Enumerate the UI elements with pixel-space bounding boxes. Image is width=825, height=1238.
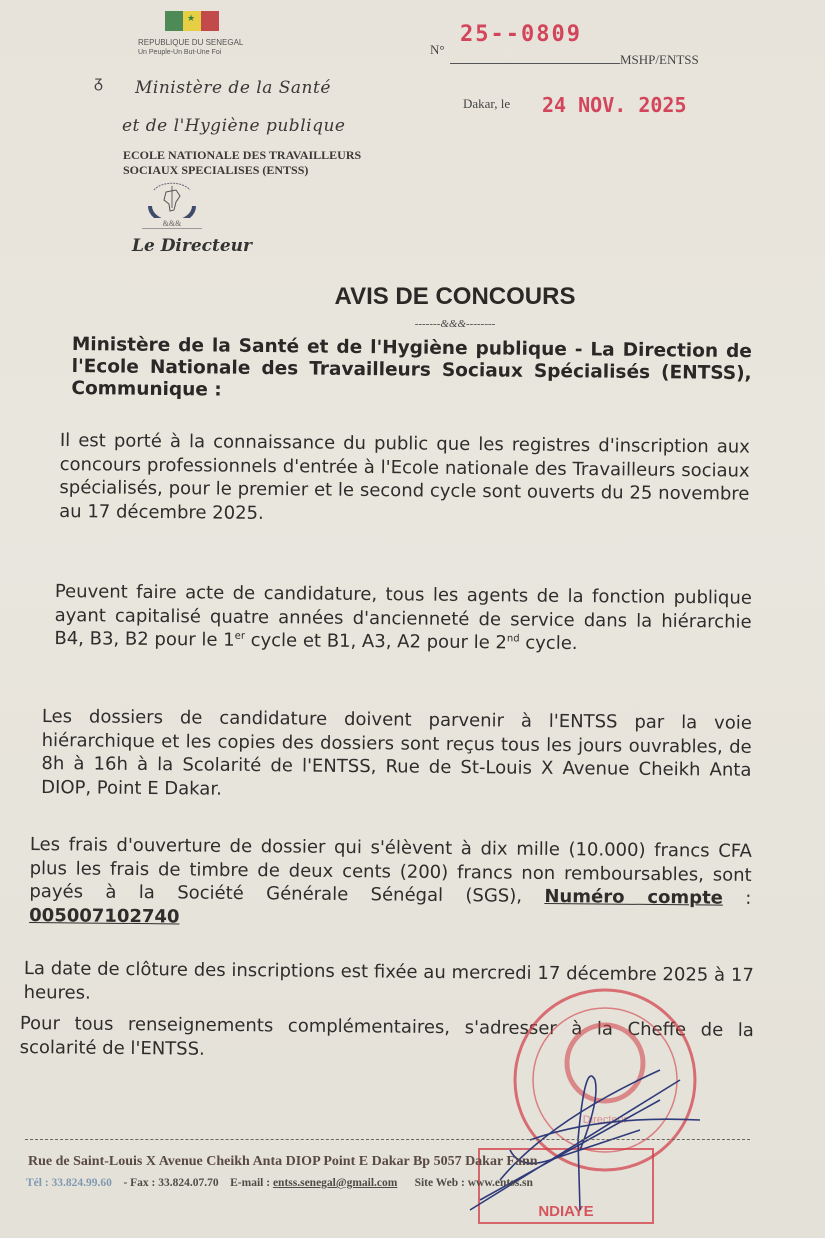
entss-logo-icon <box>142 180 202 218</box>
account-label: Numéro compte <box>544 885 724 909</box>
school-name-line-1: ECOLE NATIONALE DES TRAVAILLEURS <box>123 148 362 162</box>
country-name: REPUBLIQUE DU SENEGAL <box>138 38 244 47</box>
paragraph-text: Il est porté à la connaissance du public que les registres d'inscription aux concours professionnels d'entrée à l'Ecole nationale des Travailleurs sociaux spécialisés, pour le premier et le second cycle sont ouverts du 25 novembre au 17 décembre 2025. <box>59 429 750 524</box>
svg-text:Directeur: Directeur <box>582 1114 628 1126</box>
national-motto: Un Peuple-Un But-Une Foi <box>138 49 222 56</box>
date-stamp: 24 NOV. 2025 <box>542 93 687 117</box>
page-title: AVIS DE CONCOURS <box>334 283 576 310</box>
footer-contacts <box>26 1177 533 1189</box>
footer-tel: Tél : 33.824.99.60 <box>26 1177 112 1189</box>
paragraph-text: Pour tous renseignements complémentaires, s'adresser à la Cheffe de la scolarité de l'ENTSS. <box>19 1012 754 1060</box>
reference-label: N° <box>430 42 445 57</box>
school-name-line-2: SOCIAUX SPECIALISES (ENTSS) <box>123 163 309 177</box>
reference-suffix: MSHP/ENTSS <box>620 52 699 67</box>
footer-divider <box>25 1139 750 1140</box>
senegal-flag-icon <box>165 11 219 31</box>
footer-address: Rue de Saint-Louis X Avenue Cheikh Anta DIOP Point E Dakar Bp 5057 Dakar Fann <box>28 1154 538 1169</box>
intro-statement: Ministère de la Santé et de l'Hygiène publique - La Direction de l'Ecole Nationale des Travailleurs Sociaux Spécialisés (ENTSS), Communique : <box>71 334 752 401</box>
footer-fax: - Fax : 33.824.07.70 <box>123 1177 219 1189</box>
paragraph-text: Les dossiers de candidature doivent parvenir à l'ENTSS par la voie hiérarchique et les copies des dossiers sont reçus tous les jours ouvrables, de 8h à 16h à la Scolarité de l'ENTSS, Rue de St-Louis X Avenue Cheikh Anta DIOP, Point E Dakar. <box>41 705 752 800</box>
reference-underline <box>450 63 620 64</box>
paragraph-fees <box>29 833 752 934</box>
footer-email-link[interactable]: entss.senegal@gmail.com <box>272 1177 398 1189</box>
signatory-title: Le Directeur <box>132 236 252 256</box>
paragraph-text: La date de clôture des inscriptions est fixée au mercredi 17 décembre 2025 à 17 heures. <box>23 957 754 1004</box>
paragraph-text: Les frais d'ouverture de dossier qui s'élèvent à dix mille (10.000) francs CFA plus les frais de timbre de deux cents (200) francs non remboursables, sont payés à la Société Générale Sénégal (SGS), Numéro compte : 005007102740 <box>29 833 752 927</box>
footer-web-label: Site Web : <box>414 1177 465 1189</box>
signature-icon <box>460 1020 720 1220</box>
paragraph-eligibility <box>54 580 752 657</box>
name-stamp-text: NDIAYE <box>538 1203 594 1220</box>
paragraph-registration-period <box>59 429 750 530</box>
paragraph-submission <box>41 705 752 806</box>
handwritten-mark-icon: ᵹ <box>94 72 103 91</box>
republic-heading <box>138 38 243 58</box>
footer-email-label: E-mail : <box>230 1177 271 1189</box>
reference-number: 25--0809 <box>460 22 582 47</box>
logo-separator: &&& <box>142 220 202 229</box>
place-label: Dakar, le <box>463 96 511 111</box>
school-name <box>123 148 361 178</box>
ministry-line-1: Ministère de la Santé <box>135 78 331 98</box>
account-number: 005007102740 <box>29 904 180 927</box>
footer-web-link[interactable]: www.entss.sn <box>467 1177 533 1189</box>
paragraph-text: Peuvent faire acte de candidature, tous les agents de la fonction publique ayant capitalisé quatre années d'ancienneté de service dans la hiérarchie B4, B3, B2 pour le 1er cycle et B1, A3, A2 pour le 2nd cycle. <box>54 580 752 655</box>
ministry-line-2: et de l'Hygiène publique <box>122 116 346 136</box>
title-separator: -------&&&-------- <box>414 318 496 330</box>
